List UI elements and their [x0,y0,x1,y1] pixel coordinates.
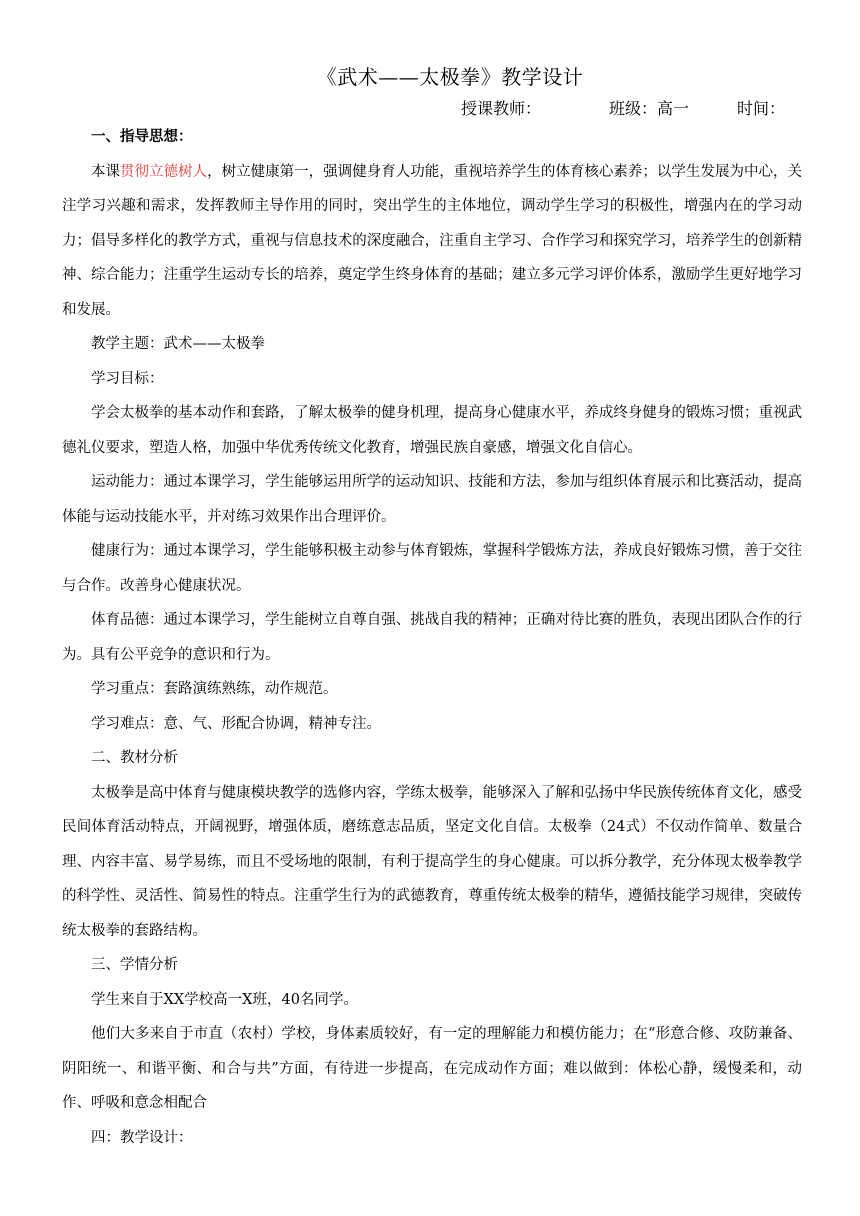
time-label: 时间： [737,99,786,118]
guiding-highlight: 贯彻立德树人 [120,163,208,180]
guiding-prefix: 本课 [91,163,121,180]
ability-paragraph: 运动能力：通过本课学习，学生能够运用所学的运动知识、技能和方法，参加与组织体育展示和比赛活动，提高体能与运动技能水平，并对练习效果作出合理评价。 [62,474,802,525]
guiding-heading: 一、指导思想： [91,129,193,145]
material-heading: 二、教材分析 [91,750,178,766]
theme-line: 教学主题：武术——太极拳 [91,336,265,352]
key-points-line: 学习重点：套路演练熟练，动作规范。 [91,681,338,697]
goals-paragraph: 学会太极拳的基本动作和套路，了解太极拳的健身机理，提高身心健康水平，养成终身健身的锻炼习惯；重视武德礼仪要求，塑造人格，加强中华优秀传统文化教育，增强民族自豪感，增强文化自信心。 [62,405,802,456]
teacher-label: 授课教师： [461,99,542,118]
document-title: 《武术——太极拳》教学设计 [316,65,584,89]
students-heading: 三、学情分析 [91,957,178,973]
guiding-rest: ，树立健康第一，强调健身育人功能，重视培养学生的体育核心素养；以学生发展为中心，关注学习兴趣和需求，发挥教师主导作用的同时，突出学生的主体地位，调动学生学习的积极性，增强内在的学习动力；倡导多样化的教学方式，重视与信息技术的深度融合，注重自主学习、合作学习和探究学习，培养学生的创新精神、综合能力；注重学生运动专长的培养，奠定学生终身体育的基础；建立多元学习评价体系，激励学生更好地学习和发展。 [62,163,803,318]
material-paragraph: 太极拳是高中体育与健康模块教学的选修内容，学练太极拳，能够深入了解和弘扬中华民族传统体育文化，感受民间体育活动特点，开阔视野，增强体质，磨练意志品质，坚定文化自信。太极拳（24式）不仅动作简单、数量合理、内容丰富、易学易练，而且不受场地的限制，有利于提高学生的身心健康。可以拆分教学，充分体现太极拳教学的科学性、灵活性、简易性的特点。注重学生行为的武德教育，尊重传统太极拳的精华，遵循技能学习规律，突破传统太极拳的套路结构。 [62,784,802,939]
difficulties-line: 学习难点：意、气、形配合协调，精神专注。 [91,715,381,732]
morality-paragraph: 体育品德：通过本课学习，学生能树立自尊自强、挑战自我的精神；正确对待比赛的胜负，表现出团队合作的行为。具有公平竞争的意识和行为。 [62,612,802,663]
students-paragraph-2: 他们大多来自于市直（农村）学校，身体素质较好，有一定的理解能力和模仿能力；在“形意合修、攻防兼备、阴阳统一、和谐平衡、和合与共”方面，有待进一步提高，在完成动作方面；难以做到：体松心静，缓慢柔和，动作、呼吸和意念相配合 [62,1026,802,1111]
design-heading: 四：教学设计： [91,1129,193,1146]
students-paragraph-1: 学生来自于XX学校高一X班，40名同学。 [91,991,358,1008]
guiding-paragraph [62,155,802,328]
health-paragraph: 健康行为：通过本课学习，学生能够积极主动参与体育锻炼，掌握科学锻炼方法，养成良好锻炼习惯，善于交往与合作。改善身心健康状况。 [62,543,802,594]
class-label: 班级：高一 [609,99,690,118]
goals-label: 学习目标： [91,370,164,387]
document-body [62,120,802,1155]
